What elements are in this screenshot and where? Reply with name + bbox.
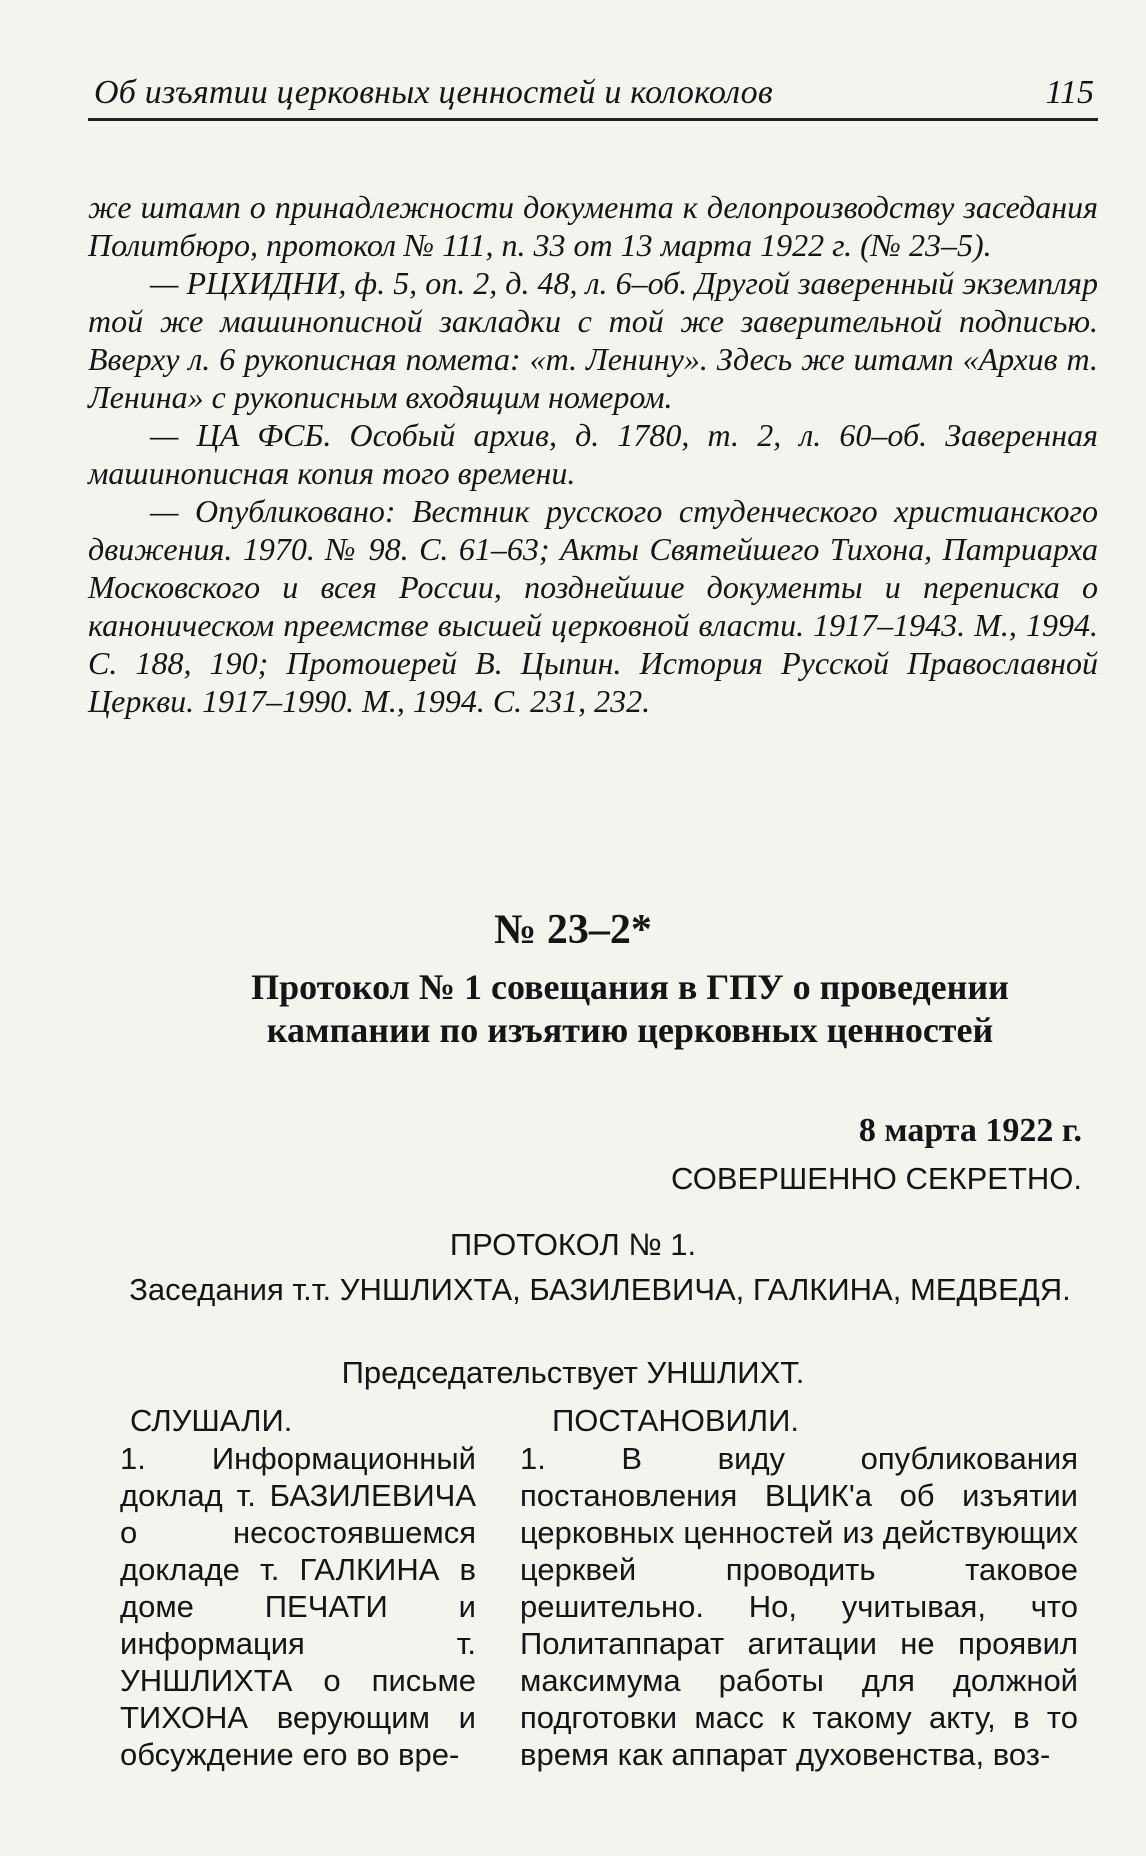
document-date: 8 марта 1922 г. xyxy=(858,1112,1082,1149)
note-rtskhidni: — РЦХИДНИ, ф. 5, оп. 2, д. 48, л. 6–об. Другой заверенный экземпляр той же машинописной закладки с той же заверительной подписью. Вверху л. 6 рукописная помета: «т. Ленину». Здесь же штамп «Архив т. Ленина» с рукописным входящим номером. xyxy=(88,265,1098,415)
protocol-heading: ПРОТОКОЛ № 1. xyxy=(449,1227,697,1262)
note-stamp: же штамп о принадлежности документа к делопроизводству заседания Политбюро, протокол № 111, п. 33 от 13 марта 1922 г. (№ 23–5). xyxy=(88,189,1098,263)
heard-column: 1. Информационный доклад т. БАЗИЛЕВИЧА о несостоявшемся докладе т. ГАЛКИНА в доме ПЕЧАТИ и информация т. УНШЛИХТА о письме ТИХОНА верующим и обсуждение его во вре- xyxy=(120,1441,476,1772)
running-title: Об изъятии церковных ценностей и колоколов xyxy=(94,74,773,111)
secrecy-mark: СОВЕРШЕННО СЕКРЕТНО. xyxy=(671,1161,1082,1196)
decided-column: 1. В виду опубликования постановления ВЦИК'а об изъятии церковных ценностей из действующих церквей проводить таковое решительно. Но, учитывая, что Политаппарат агитации не проявил максимума работы для должной подготовки масс к такому акту, в то время как аппарат духовенства, воз- xyxy=(520,1441,1078,1772)
note-fsb: — ЦА ФСБ. Особый архив, д. 1780, т. 2, л. 60–об. Заверенная машинописная копия того времени. xyxy=(88,417,1098,491)
note-published: — Опубликовано: Вестник русского студенческого христианского движения. 1970. № 98. С. 61–63; Акты Святейшего Тихона, Патриарха Московского и всея России, позднейшие документы и переписка о каноническом преемстве высшей церковной власти. 1917–1943. М., 1994. С. 188, 190; Протоиерей В. Цыпин. История Русской Православной Церкви. 1917–1990. М., 1994. С. 231, 232. xyxy=(88,493,1098,719)
document-title: Протокол № 1 совещания в ГПУ о проведении кампании по изъятию церковных ценностей xyxy=(251,967,1009,1050)
page-number: 115 xyxy=(1045,74,1094,111)
decided-heading: ПОСТАНОВИЛИ. xyxy=(552,1403,800,1438)
archival-notes xyxy=(88,188,1098,720)
session-participants: Заседания т.т. УНШЛИХТА, БАЗИЛЕВИЧА, ГАЛКИНА, МЕДВЕДЯ. xyxy=(129,1272,1071,1307)
heard-heading: СЛУШАЛИ. xyxy=(130,1403,293,1438)
document-number: № 23–2* xyxy=(494,907,652,953)
running-header xyxy=(88,72,1098,121)
chairman-line: Председательствует УНШЛИХТ. xyxy=(341,1355,805,1390)
